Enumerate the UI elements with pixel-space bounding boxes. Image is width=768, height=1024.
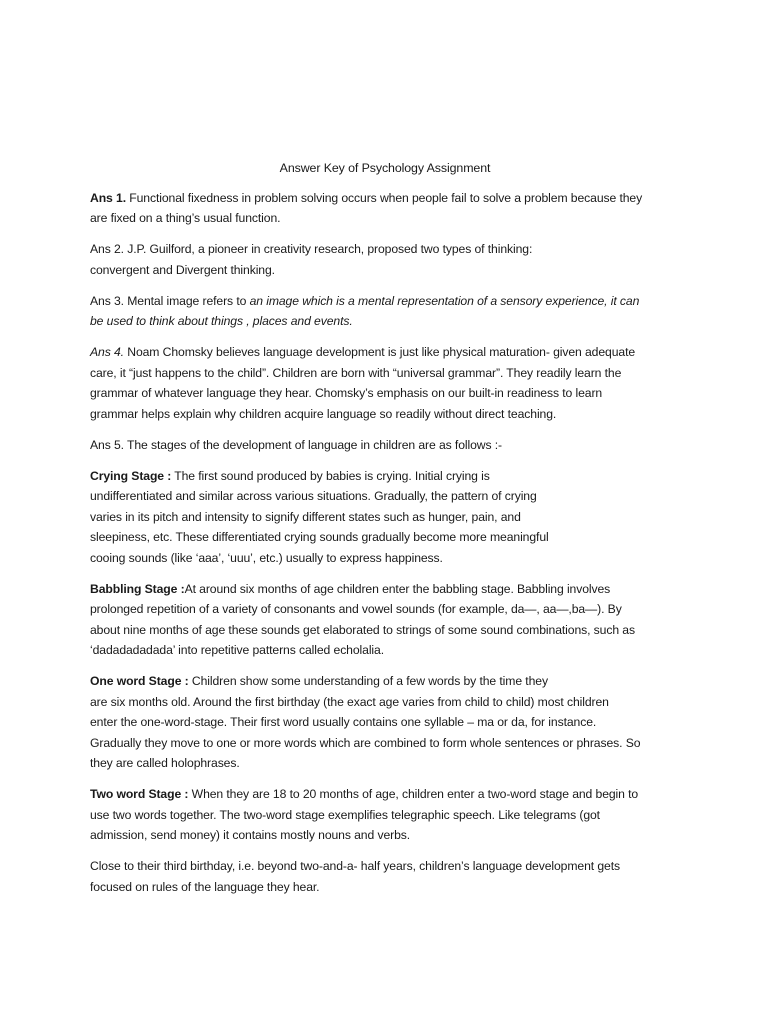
crying-stage-text-1: The first sound produced by babies is crying. Initial crying is xyxy=(171,468,490,483)
crying-stage xyxy=(90,466,680,569)
answer-4-line-2: care, it “just happens to the child”. Children are born with “universal grammar”. They readily learn the xyxy=(90,365,622,380)
one-word-stage-line-2: are six months old. Around the first birthday (the exact age varies from child to child) most children xyxy=(90,694,609,709)
answer-4-line-4: grammar helps explain why children acquire language so readily without direct teaching. xyxy=(90,406,557,421)
document-title: Answer Key of Psychology Assignment xyxy=(279,161,491,175)
answer-5-line-1: Ans 5. The stages of the development of language in children are as follows :- xyxy=(90,437,503,452)
answer-1-label: Ans 1. xyxy=(90,190,126,205)
babbling-stage-line-4: ‘dadadadadada’ into repetitive patterns called echolalia. xyxy=(90,643,385,657)
crying-stage-line-1 xyxy=(90,466,680,487)
babbling-stage-line-2: prolonged repetition of a variety of consonants and vowel sounds (for example, da—, aa—,ba—). By xyxy=(90,602,622,616)
two-word-stage-line-1 xyxy=(90,784,680,805)
answer-3-line-2: be used to think about things , places and events. xyxy=(90,314,353,328)
answer-2-line-1: Ans 2. J.P. Guilford, a pioneer in creativity research, proposed two types of thinking: xyxy=(90,242,533,256)
closing-line-2: focused on rules of the language they hear. xyxy=(90,879,320,894)
one-word-stage-text-1: Children show some understanding of a few words by the time they xyxy=(188,674,548,688)
one-word-stage xyxy=(90,671,680,774)
answer-2 xyxy=(90,239,680,280)
closing-line-1: Close to their third birthday, i.e. beyond two-and-a- half years, children’s language development gets xyxy=(90,859,620,873)
closing-paragraph xyxy=(90,856,680,897)
answer-4-line-1 xyxy=(90,342,680,363)
crying-stage-line-5: cooing sounds (like ‘aaa’, ‘uuu’, etc.) usually to express happiness. xyxy=(90,550,443,565)
two-word-stage xyxy=(90,784,680,846)
answer-4 xyxy=(90,342,680,424)
answer-1-text-1: Functional fixedness in problem solving occurs when people fail to solve a problem because they xyxy=(125,190,643,205)
one-word-stage-line-1 xyxy=(90,671,680,692)
answer-1 xyxy=(90,188,680,229)
babbling-stage-line-1 xyxy=(90,579,680,600)
crying-stage-line-2: undifferentiated and similar across various situations. Gradually, the pattern of crying xyxy=(90,489,537,503)
answer-3-line-1 xyxy=(90,291,680,312)
answer-4-line-3: grammar of whatever language they hear. Chomsky’s emphasis on our built-in readiness to learn xyxy=(90,386,603,400)
one-word-stage-line-3: enter the one-word-stage. Their first word usually contains one syllable – ma or da, for instance. xyxy=(90,715,597,729)
crying-stage-line-3: varies in its pitch and intensity to signify different states such as hunger, pain, and xyxy=(90,509,521,524)
one-word-stage-label: One word Stage : xyxy=(90,674,189,688)
answer-5 xyxy=(90,435,680,456)
two-word-stage-text-1: When they are 18 to 20 months of age, children enter a two-word stage and begin to xyxy=(188,787,639,801)
crying-stage-line-4: sleepiness, etc. These differentiated crying sounds gradually become more meaningful xyxy=(90,530,549,544)
crying-stage-label: Crying Stage : xyxy=(90,468,172,483)
answer-1-line-1 xyxy=(90,188,680,209)
babbling-stage-text-1: At around six months of age children enter the babbling stage. Babbling involves xyxy=(184,581,611,596)
document-page xyxy=(90,158,680,908)
one-word-stage-line-5: they are called holophrases. xyxy=(90,756,240,770)
answer-3 xyxy=(90,291,680,332)
two-word-stage-line-2: use two words together. The two-word stage exemplifies telegraphic speech. Like telegrams (got xyxy=(90,807,600,822)
babbling-stage xyxy=(90,579,680,661)
answer-4-label: Ans 4. xyxy=(90,345,124,359)
answer-4-text-1: Noam Chomsky believes language development is just like physical maturation- given adequate xyxy=(123,345,636,359)
answer-2-line-2: convergent and Divergent thinking. xyxy=(90,262,275,277)
answer-1-line-2: are fixed on a thing’s usual function. xyxy=(90,211,281,225)
answer-3-italic-1: an image which is a mental representation of a sensory experience, it can xyxy=(249,293,640,308)
two-word-stage-label: Two word Stage : xyxy=(90,787,189,801)
one-word-stage-line-4: Gradually they move to one or more words which are combined to form whole sentences or phrases. So xyxy=(90,735,641,750)
two-word-stage-line-3: admission, send money) it contains mostly nouns and verbs. xyxy=(90,828,411,842)
answer-3-lead: Ans 3. Mental image refers to xyxy=(90,293,250,308)
babbling-stage-label: Babbling Stage : xyxy=(90,581,185,596)
babbling-stage-line-3: about nine months of age these sounds get elaborated to strings of some sound combinations, such as xyxy=(90,622,635,637)
